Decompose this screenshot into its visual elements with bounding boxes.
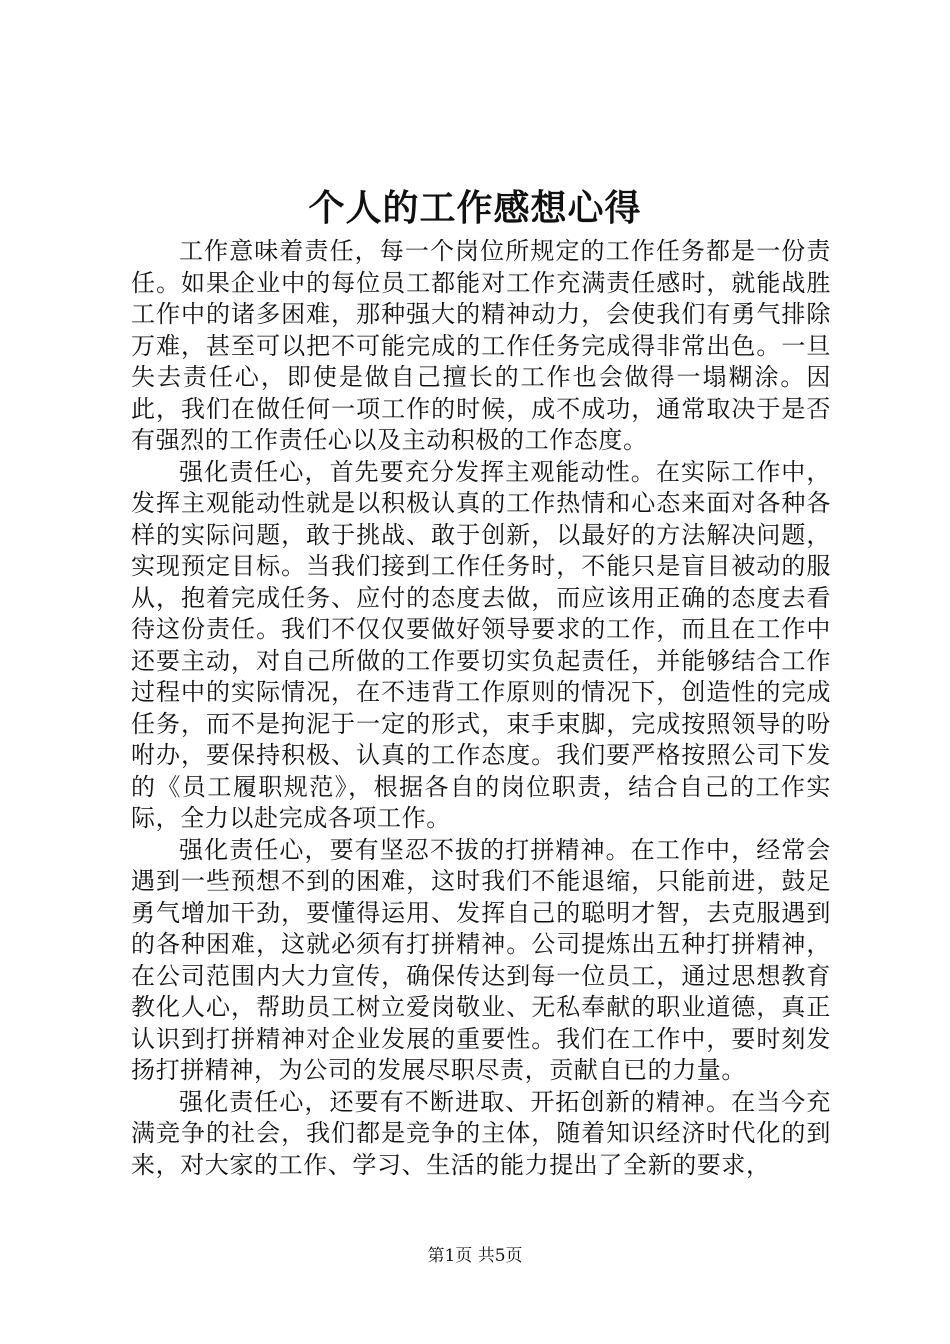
- paragraph-3: 强化责任心，要有坚忍不拔的打拼精神。在工作中，经常会遇到一些预想不到的困难，这时我们不能退缩，只能前进，鼓足勇气增加干劲，要懂得运用、发挥自己的聪明才智，去克服遇到的各种困难，这就必须有打拼精神。公司提炼出五种打拼精神，在公司范围内大力宣传，确保传达到每一位员工，通过思想教育教化人心，帮助员工树立爱岗敬业、无私奉献的职业道德，真正认识到打拼精神对企业发展的重要性。我们在工作中，要时刻发扬打拼精神，为公司的发展尽职尽责，贡献自已的力量。: [131, 835, 831, 1084]
- paragraph-2: 强化责任心，首先要充分发挥主观能动性。在实际工作中，发挥主观能动性就是以积极认真的工作热情和心态来面对各种各样的实际问题，敢于挑战、敢于创新，以最好的方法解决问题，实现预定目标。当我们接到工作任务时，不能只是盲目被动的服从，抱着完成任务、应付的态度去做，而应该用正确的态度去看待这份责任。我们不仅仅要做好领导要求的工作，而且在工作中还要主动，对自己所做的工作要切实负起责任，并能够结合工作过程中的实际情况，在不违背工作原则的情况下，创造性的完成任务，而不是拘泥于一定的形式，束手束脚，完成按照领导的吩咐办，要保持积极、认真的工作态度。我们要严格按照公司下发的《员工履职规范》，根据各自的岗位职责，结合自己的工作实际，全力以赴完成各项工作。: [131, 457, 831, 832]
- page-title: 个人的工作感想心得: [308, 187, 642, 229]
- paragraph-1: 工作意味着责任，每一个岗位所规定的工作任务都是一份责任。如果企业中的每位员工都能对工作充满责任感时，就能战胜工作中的诸多困难，那种强大的精神动力，会使我们有勇气排除万难，甚至可以把不可能完成的工作任务完成得非常出色。一旦失去责任心，即使是做自己擅长的工作也会做得一塌糊涂。因此，我们在做任何一项工作的时候，成不成功，通常取决于是否有强烈的工作责任心以及主动积极的工作态度。: [131, 237, 831, 454]
- document-body: [131, 236, 831, 1181]
- page-number-footer: 第1页 共5页: [427, 1246, 523, 1266]
- paragraph-4: 强化责任心，还要有不断进取、开拓创新的精神。在当今充满竞争的社会，我们都是竞争的主体，随着知识经济时代化的到来，对大家的工作、学习、生活的能力提出了全新的要求，: [131, 1087, 831, 1179]
